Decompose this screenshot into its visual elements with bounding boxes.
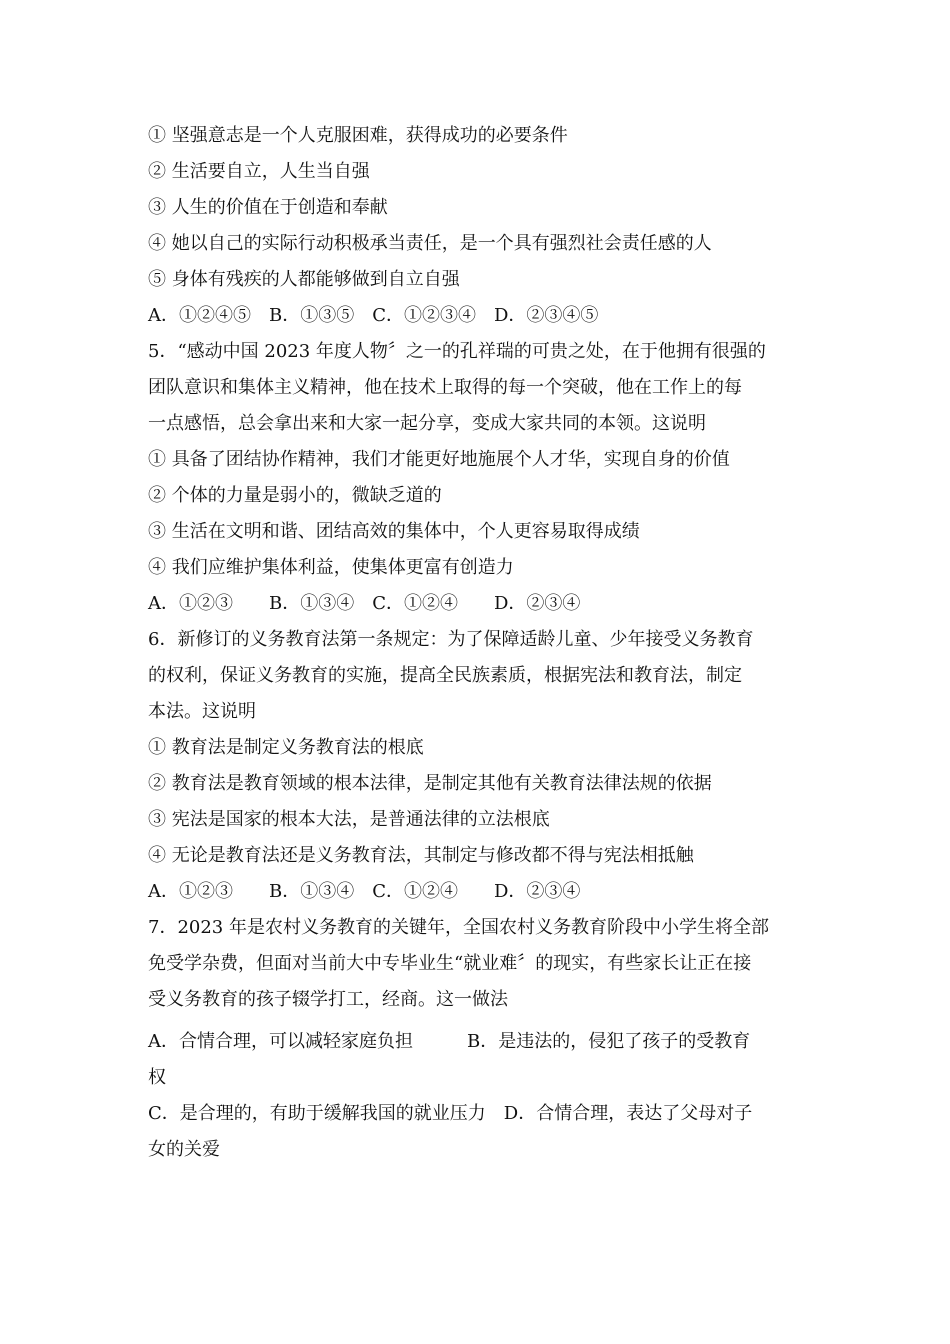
q5-statement-2: ② 个体的力量是弱小的，微缺乏道的 xyxy=(148,485,442,506)
q4-statement-1: ① 坚强意志是一个人克服困难，获得成功的必要条件 xyxy=(148,125,568,146)
q7-stem-line-1: 7．2023 年是农村义务教育的关键年，全国农村义务教育阶段中小学生将全部 xyxy=(148,917,769,938)
q4-statement-3: ③ 人生的价值在于创造和奉献 xyxy=(148,197,388,218)
q7-option-line-1: A．合情合理，可以减轻家庭负担 B．是违法的，侵犯了孩子的受教育 xyxy=(148,1031,751,1052)
q6-options: A．①②③ B．①③④ C．①②④ D．②③④ xyxy=(148,881,581,902)
q4-statement-2: ② 生活要自立，人生当自强 xyxy=(148,161,370,182)
q5-stem-line-1: 5．“感动中国 2023 年度人物〞之一的孔祥瑞的可贵之处，在于他拥有很强的 xyxy=(148,341,766,362)
q6-statement-4: ④ 无论是教育法还是义务教育法，其制定与修改都不得与宪法相抵触 xyxy=(148,845,694,866)
q6-statement-3: ③ 宪法是国家的根本大法，是普通法律的立法根底 xyxy=(148,809,550,830)
q7-option-line-4: 女的关爱 xyxy=(148,1139,220,1160)
q4-options: A．①②④⑤ B．①③⑤ C．①②③④ D．②③④⑤ xyxy=(148,305,599,326)
q5-statement-3: ③ 生活在文明和谐、团结高效的集体中，个人更容易取得成绩 xyxy=(148,521,640,542)
q7-stem-line-2: 免受学杂费，但面对当前大中专毕业生“就业难〞的现实，有些家长让正在接 xyxy=(148,953,752,974)
q6-statement-2: ② 教育法是教育领域的根本法律，是制定其他有关教育法律法规的依据 xyxy=(148,773,712,794)
q4-statement-4: ④ 她以自己的实际行动积极承当责任，是一个具有强烈社会责任感的人 xyxy=(148,233,712,254)
q6-stem-line-3: 本法。这说明 xyxy=(148,701,256,722)
q7-stem-line-3: 受义务教育的孩子辍学打工，经商。这一做法 xyxy=(148,989,508,1010)
q7-option-line-3: C．是合理的，有助于缓解我国的就业压力 D．合情合理，表达了父母对子 xyxy=(148,1103,753,1124)
q5-stem-line-3: 一点感悟，总会拿出来和大家一起分享，变成大家共同的本领。这说明 xyxy=(148,413,706,434)
q5-options: A．①②③ B．①③④ C．①②④ D．②③④ xyxy=(148,593,581,614)
q4-statement-5: ⑤ 身体有残疾的人都能够做到自立自强 xyxy=(148,269,460,290)
q6-statement-1: ① 教育法是制定义务教育法的根底 xyxy=(148,737,424,758)
q5-statement-4: ④ 我们应维护集体利益，使集体更富有创造力 xyxy=(148,557,514,578)
q5-statement-1: ① 具备了团结协作精神，我们才能更好地施展个人才华，实现自身的价值 xyxy=(148,449,730,470)
q7-option-line-2: 权 xyxy=(148,1067,166,1088)
q6-stem-line-2: 的权利，保证义务教育的实施，提高全民族素质，根据宪法和教育法，制定 xyxy=(148,665,742,686)
q5-stem-line-2: 团队意识和集体主义精神，他在技术上取得的每一个突破，他在工作上的每 xyxy=(148,377,742,398)
q6-stem-line-1: 6．新修订的义务教育法第一条规定：为了保障适龄儿童、少年接受义务教育 xyxy=(148,629,754,650)
